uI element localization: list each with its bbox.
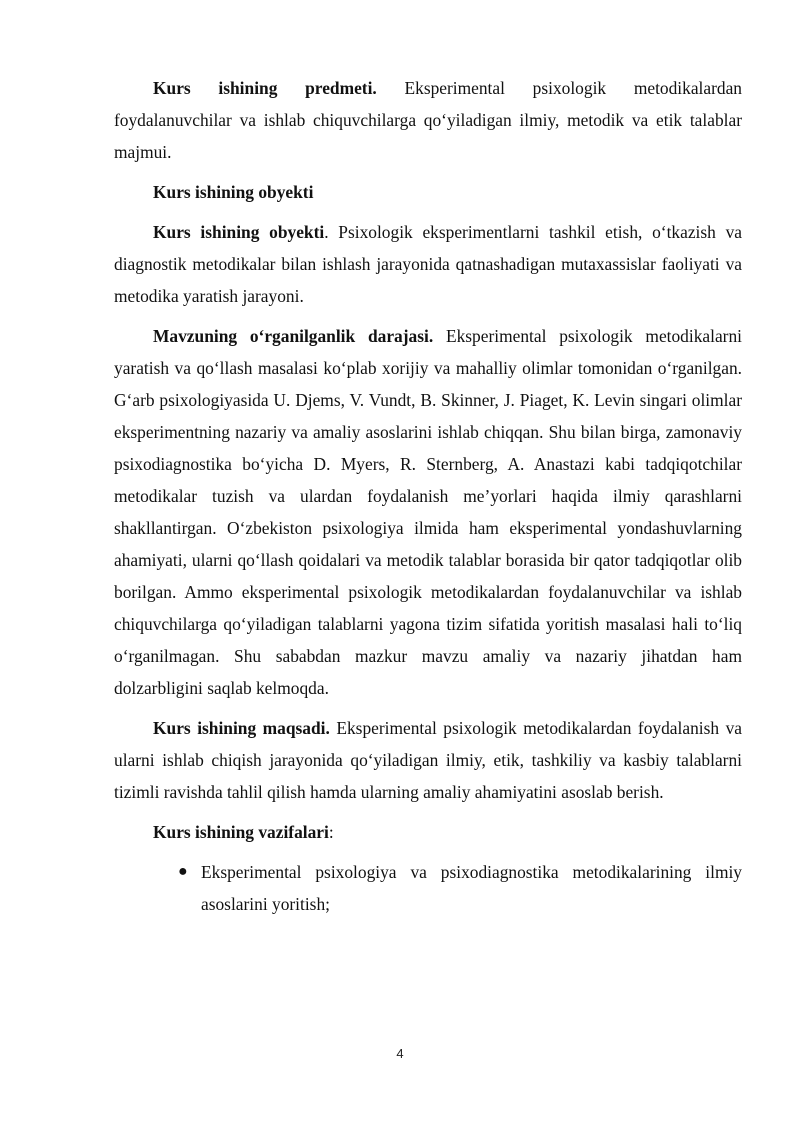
paragraph-text: . Psixologik eksperimentlarni tashkil etish, o‘tkazish va diagnostik metodikalar bilan ishlash jarayonida qatnashadigan mutaxassislar faoliyati va metodika yaratish jarayoni.: [114, 222, 742, 306]
paragraph-text: Eksperimental psixologik metodikalarni yaratish va qo‘llash masalasi ko‘plab xorijiy va mahalliy olimlar tomonidan o‘rganilgan. G‘arb psixologiyasida U. Djems, V. Vundt, B. Skinner, J. Piaget, K. Levin singari olimlar eksperimentning nazariy va amaliy asoslarini ishlab chiqqan. Shu bilan birga, zamonaviy psixodiagnostika bo‘yicha D. Myers, R. Sternberg, A. Anastazi kabi tadqiqotchilar metodikalar tuzish va ulardan foydalanish me’yorlari haqida ilmiy qarashlarni shakllantirgan. O‘zbekiston psixologiya ilmida ham eksperimental yondashuvlarning ahamiyati, ularni qo‘llash qoidalari va metodik talablar borasida bir qator tadqiqotlar olib borilgan. Ammo eksperimental psixologik metodikalardan foydalanuvchilar va ishlab chiquvchilarga qo‘yiladigan talablarni yagona tizim sifatida yoritish masalasi hali to‘liq o‘rganilmagan. Shu sababdan mazkur mavzu amaliy va nazariy jihatdan ham dolzarbligini saqlab kelmoqda.: [114, 326, 742, 698]
heading-tasks-label: Kurs ishining vazifalari: [153, 822, 329, 842]
paragraph-text: Eksperimental psixologik metodikalardan foydalanish va ularni ishlab chiqish jarayonida qo‘yiladigan ilmiy, etik, tashkiliy va kasbiy talablarni tizimli ravishda tahlil qilish hamda ularning amaliy ahamiyatini asoslab berish.: [114, 718, 742, 802]
heading-object: Kurs ishining obyekti: [153, 182, 314, 202]
paragraph-object: [114, 216, 742, 312]
paragraph-subject: [114, 72, 742, 168]
paragraph-lead: Kurs ishining obyekti: [153, 222, 325, 242]
document-page: [114, 72, 742, 920]
paragraph-text: Eksperimental psixologik metodikalardan foydalanuvchilar va ishlab chiquvchilarga qo‘yiladigan ilmiy, metodik va etik talablar majmui.: [114, 78, 742, 162]
list-item-text: Eksperimental psixologiya va psixodiagnostika metodikalarining ilmiy asoslarini yoritish;: [201, 862, 742, 914]
list-item: [114, 856, 742, 920]
paragraph-lead: Mavzuning o‘rganilganlik darajasi.: [153, 326, 434, 346]
paragraph-goal: [114, 712, 742, 808]
paragraph-study-level: [114, 320, 742, 704]
tasks-list: [114, 856, 742, 920]
paragraph-lead: Kurs ishining predmeti.: [153, 78, 377, 98]
bullet-icon: ●: [178, 863, 188, 880]
page-number: 4: [396, 1046, 404, 1061]
heading-tasks: [114, 816, 742, 848]
paragraph-lead: Kurs ishining maqsadi.: [153, 718, 330, 738]
heading-tasks-colon: :: [328, 822, 334, 842]
